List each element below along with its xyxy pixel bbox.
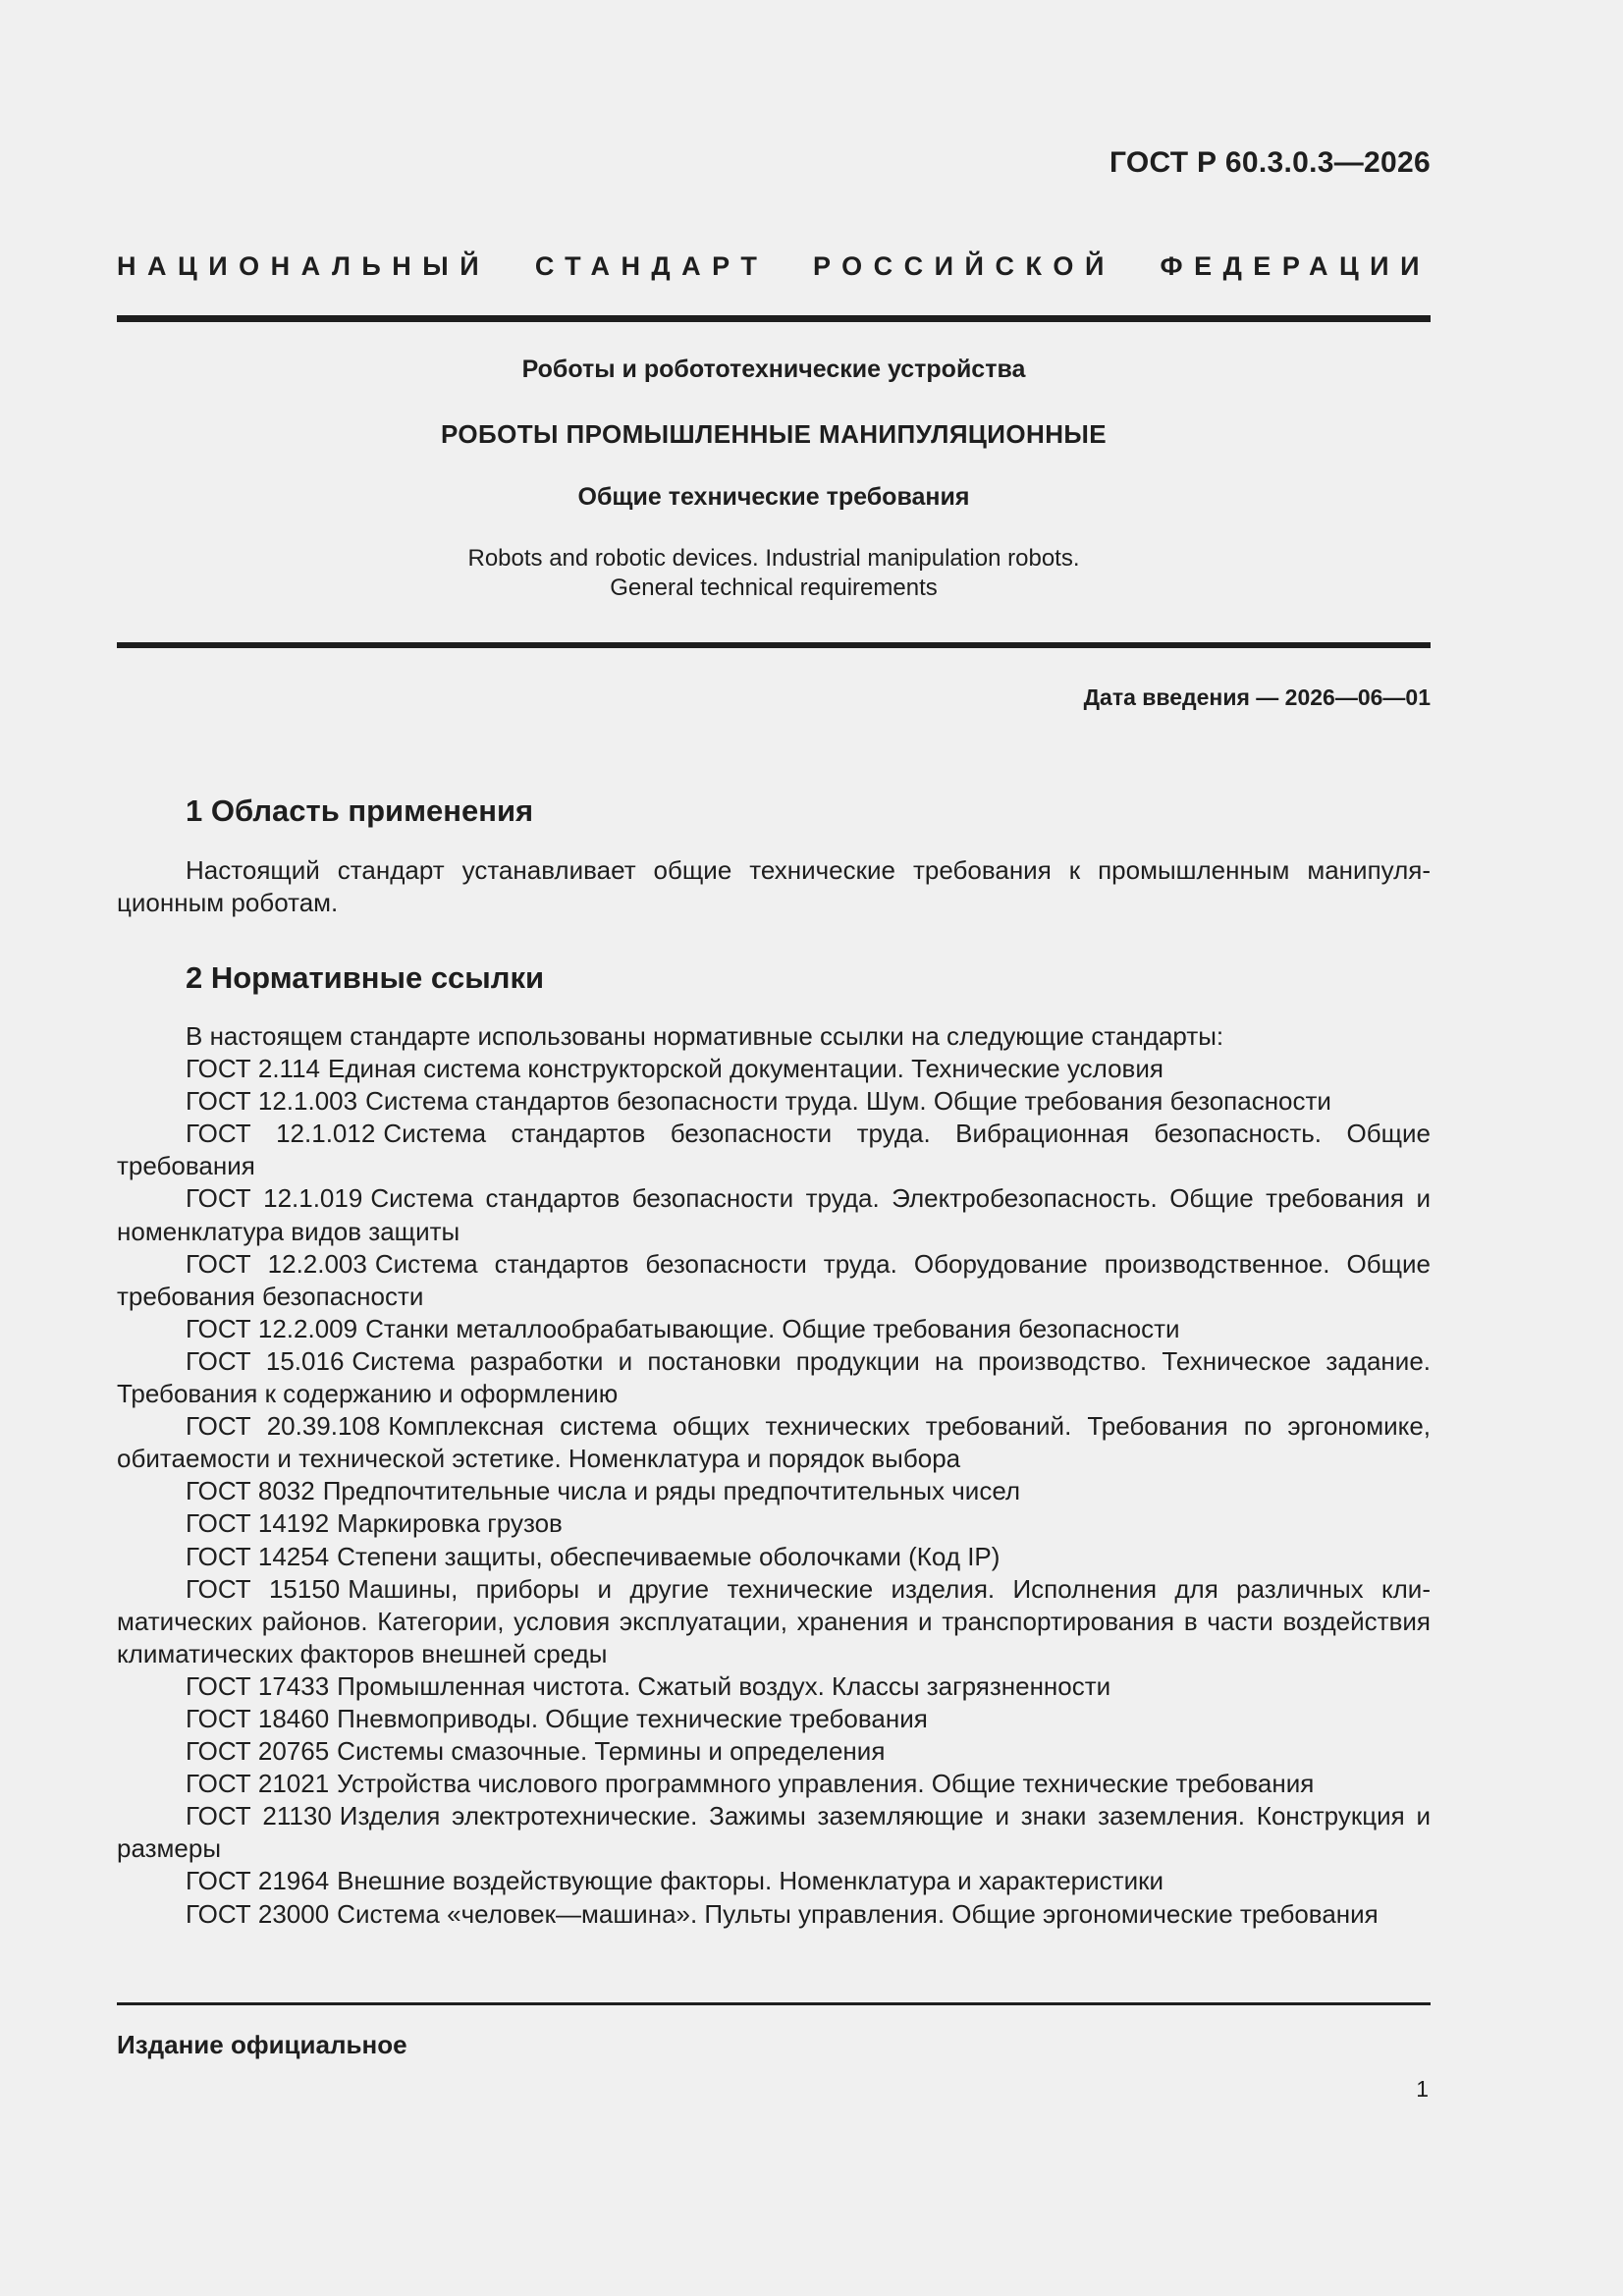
reference-item [117,1085,1431,1118]
reference-code: ГОСТ 12.2.003 [186,1248,367,1279]
reference-code: ГОСТ 15150 [186,1573,341,1604]
reference-item [117,1735,1431,1768]
reference-code: ГОСТ 20765 [186,1736,330,1767]
title-group: Роботы и робототехнические устройства [521,355,1026,383]
reference-item [117,1053,1431,1085]
reference-code: ГОСТ 8032 [186,1476,315,1506]
reference-code: ГОСТ 23000 [186,1898,330,1929]
reference-code: ГОСТ 17433 [186,1670,330,1701]
title-main: РОБОТЫ ПРОМЫШЛЕННЫЕ МАНИПУЛЯЦИОННЫЕ [441,419,1107,449]
section-1-heading: 1 Область применения [186,793,534,828]
reference-code: ГОСТ 18460 [186,1703,330,1733]
reference-code: ГОСТ 12.1.012 [186,1119,376,1149]
introduction-date: Дата введения — 2026—06—01 [1083,684,1431,710]
reference-item [117,1670,1431,1703]
references-list [117,1020,1431,1931]
reference-code: ГОСТ 20.39.108 [186,1411,381,1442]
reference-title: Устройства числового программного управления. Общие технические требования [337,1769,1315,1799]
reference-title: Система стандартов безопасности труда. Вибрационная безопасность. Общие требования [117,1119,1431,1181]
reference-item [117,1573,1431,1670]
reference-title: Система разработки и постановки продукции на производство. Техническое задание. Требования к содержанию и оформлению [117,1345,1431,1409]
reference-item [117,1248,1431,1313]
reference-title: Внешние воздействующие факторы. Номенклатура и характеристики [337,1866,1163,1896]
reference-title: Единая система конструкторской документации. Технические условия [328,1054,1163,1084]
reference-code: ГОСТ 12.2.009 [186,1313,358,1343]
reference-item [117,1182,1431,1247]
english-title-line1: Robots and robotic devices. Industrial manipulation robots. [467,545,1080,572]
reference-code: ГОСТ 21130 [186,1801,332,1831]
reference-code: ГОСТ 12.1.019 [186,1183,363,1214]
national-standard-banner: НАЦИОНАЛЬНЫЙ СТАНДАРТ РОССИЙСКОЙ ФЕДЕРАЦИИ [117,251,1431,281]
section-2-heading: 2 Нормативные ссылки [186,960,545,995]
page-number: 1 [1416,2076,1429,2102]
reference-title: Станки металлообрабатывающие. Общие требования безопасности [365,1313,1180,1343]
official-edition-label: Издание официальное [117,2030,407,2059]
reference-title: Маркировка грузов [337,1508,563,1539]
reference-title: Системы смазочные. Термины и определения [337,1736,886,1767]
reference-title: Система стандартов безопасности труда. Электробезопасность. Общие требования и номенклатура видов защиты [117,1183,1431,1246]
top-divider [117,315,1431,322]
section-1-text: Настоящий стандарт устанавливает общие технические требования к промышленным манипуляционным роботам. [117,855,1431,917]
reference-code: ГОСТ 15.016 [186,1345,345,1376]
reference-title: Степени защиты, обеспечиваемые оболочками (Код IP) [337,1541,1001,1571]
reference-title: Система «человек—машина». Пульты управления. Общие эргономические требования [337,1898,1379,1929]
reference-code: ГОСТ 21964 [186,1866,330,1896]
title-sub: Общие технические требования [577,483,970,511]
reference-item [117,1313,1431,1345]
reference-item [117,1865,1431,1897]
title-divider [117,642,1431,648]
reference-item [117,1475,1431,1507]
reference-code: ГОСТ 14192 [186,1508,330,1539]
reference-item [117,1507,1431,1540]
reference-code: ГОСТ 12.1.003 [186,1086,358,1117]
reference-item [117,1800,1431,1865]
reference-code: ГОСТ 14254 [186,1541,330,1571]
reference-title: Машины, приборы и другие технические изделия. Исполнения для различных климатических районов. Категории, условия эксплуатации, хранения и транспортирования в части воздействия климатических факторов внешней среды [117,1573,1431,1668]
reference-title: Изделия электротехнические. Зажимы заземляющие и знаки заземления. Конструкция и размеры [117,1801,1432,1864]
reference-item [117,1768,1431,1800]
reference-item [117,1410,1431,1475]
reference-title: Система стандартов безопасности труда. Шум. Общие требования безопасности [365,1086,1331,1117]
english-title-line2: General technical requirements [610,574,938,601]
reference-item [117,1345,1431,1410]
reference-title: Комплексная система общих технических требований. Требования по эргономике, обитаемости и технической эстетике. Номенклатура и порядок выбора [117,1411,1431,1474]
reference-code: ГОСТ 2.114 [186,1054,320,1084]
reference-item [117,1703,1431,1735]
reference-code: ГОСТ 21021 [186,1769,330,1799]
reference-title: Система стандартов безопасности труда. Оборудование производственное. Общие требования безопасности [117,1248,1431,1311]
reference-title: Промышленная чистота. Сжатый воздух. Классы загрязненности [337,1670,1111,1701]
reference-title: Пневмоприводы. Общие технические требования [337,1703,928,1733]
reference-item [117,1898,1431,1931]
reference-item [117,1118,1431,1182]
document-code: ГОСТ Р 60.3.0.3—2026 [1109,146,1431,179]
references-intro: В настоящем стандарте использованы нормативные ссылки на следующие стандарты: [186,1021,1224,1051]
reference-item [117,1541,1431,1573]
footer-divider [117,2002,1431,2005]
reference-title: Предпочтительные числа и ряды предпочтительных чисел [322,1476,1021,1506]
